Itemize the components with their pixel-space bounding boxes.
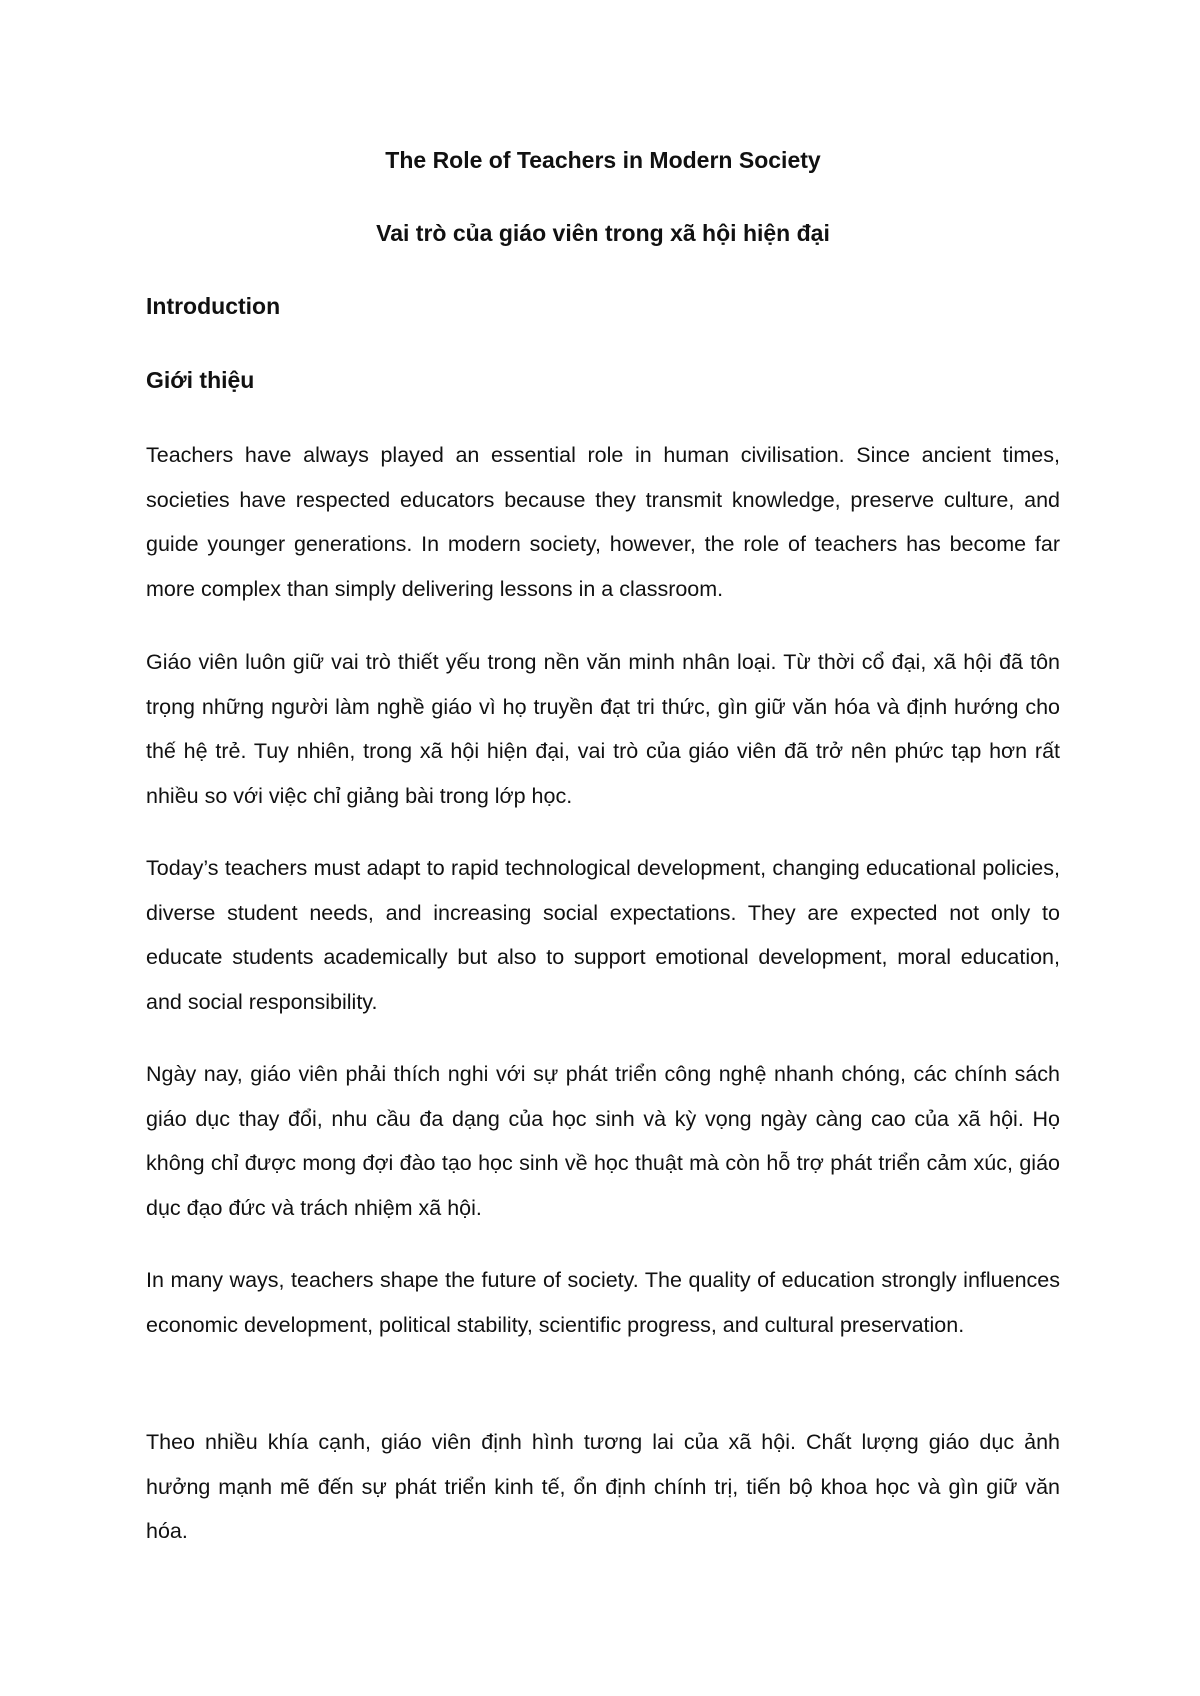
paragraph-english-2: Today’s teachers must adapt to rapid technological development, changing educational policies, diverse student needs, and increasing social expectations. They are expected not only to educate students academically but also to support emotional development, moral education, and social responsibility. xyxy=(146,856,1060,1014)
paragraph-vietnamese-1: Giáo viên luôn giữ vai trò thiết yếu trong nền văn minh nhân loại. Từ thời cổ đại, xã hội đã tôn trọng những người làm nghề giáo vì họ truyền đạt tri thức, gìn giữ văn hóa và định hướng cho thế hệ trẻ. Tuy nhiên, trong xã hội hiện đại, vai trò của giáo viên đã trở nên phức tạp hơn rất nhiều so với việc chỉ giảng bài trong lớp học. xyxy=(146,650,1060,808)
document-subtitle: Vai trò của giáo viên trong xã hội hiện đại xyxy=(376,220,830,246)
paragraph-english-1: Teachers have always played an essential role in human civilisation. Since ancient times, societies have respected educators because they transmit knowledge, preserve culture, and guide younger generations. In modern society, however, the role of teachers has become far more complex than simply delivering lessons in a classroom. xyxy=(146,443,1060,601)
section-heading-english: Introduction xyxy=(146,293,281,319)
paragraph-vietnamese-3: Theo nhiều khía cạnh, giáo viên định hình tương lai của xã hội. Chất lượng giáo dục ảnh hưởng mạnh mẽ đến sự phát triển kinh tế, ổn định chính trị, tiến bộ khoa học và gìn giữ văn hóa. xyxy=(146,1430,1060,1543)
paragraph-vietnamese-2: Ngày nay, giáo viên phải thích nghi với sự phát triển công nghệ nhanh chóng, các chính sách giáo dục thay đổi, nhu cầu đa dạng của học sinh và kỳ vọng ngày càng cao của xã hội. Họ không chỉ được mong đợi đào tạo học sinh về học thuật mà còn hỗ trợ phát triển cảm xúc, giáo dục đạo đức và trách nhiệm xã hội. xyxy=(146,1062,1060,1220)
document-title: The Role of Teachers in Modern Society xyxy=(385,147,821,173)
paragraph-english-3: In many ways, teachers shape the future of society. The quality of education strongly influences economic development, political stability, scientific progress, and cultural preservation. xyxy=(146,1268,1060,1337)
section-heading-vietnamese: Giới thiệu xyxy=(146,367,255,393)
